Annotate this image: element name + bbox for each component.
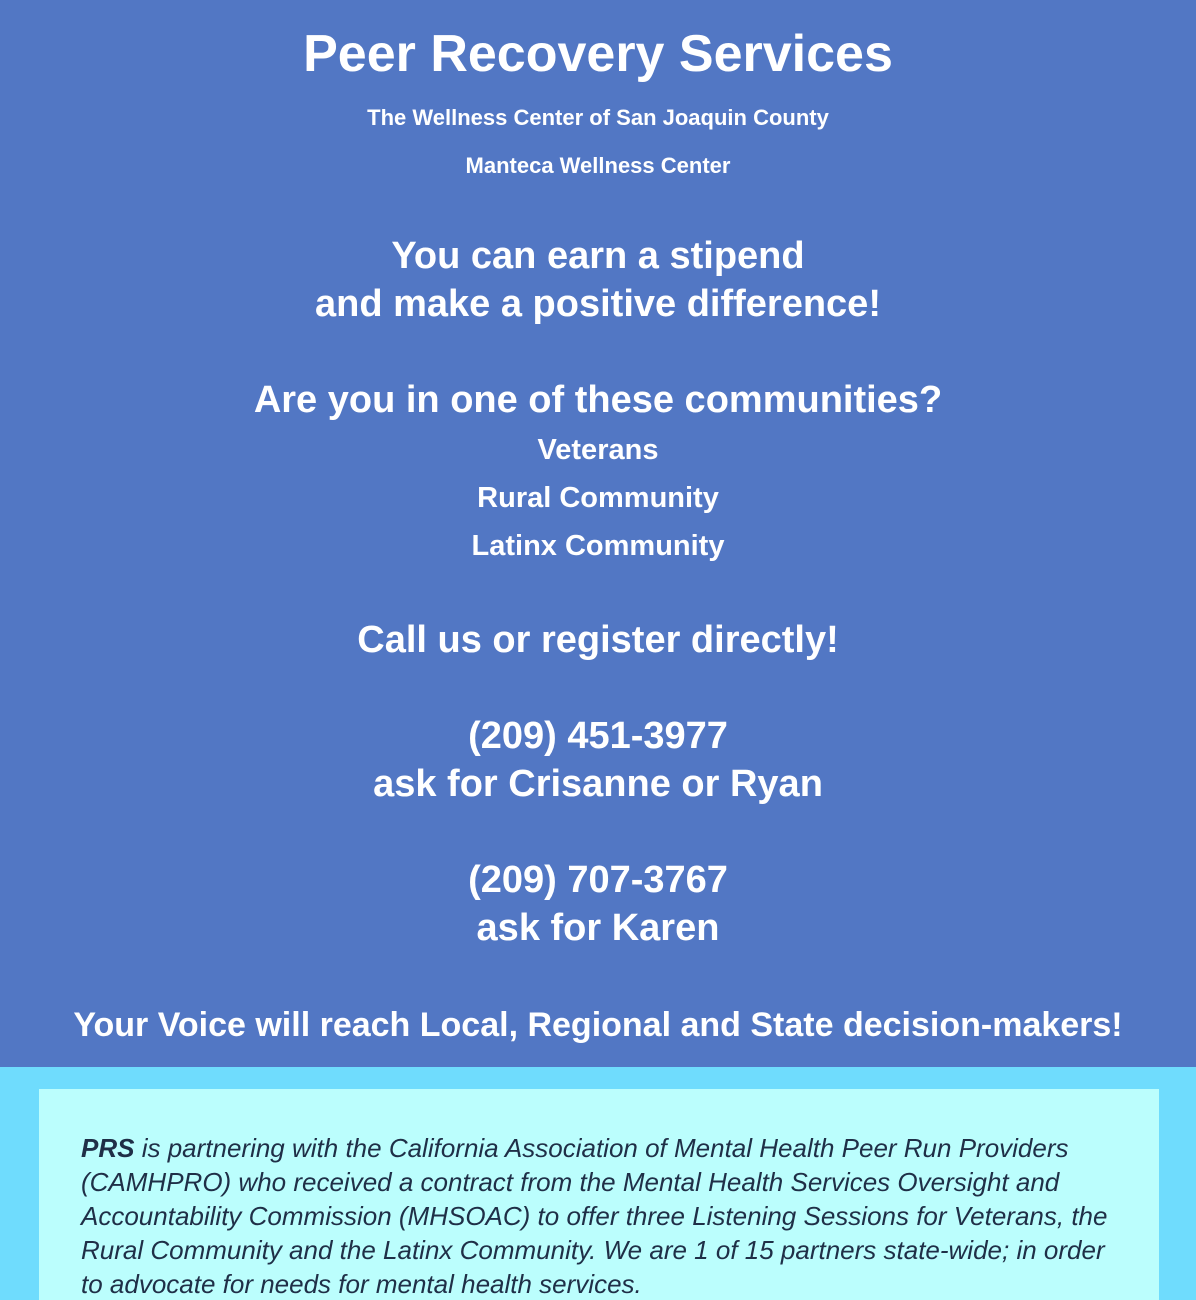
community-item-rural: Rural Community xyxy=(477,482,719,514)
center-name: Manteca Wellness Center xyxy=(465,153,731,178)
phone-number-2[interactable]: (209) 707-3767 xyxy=(468,859,728,901)
info-paragraph xyxy=(81,1131,1121,1300)
page-title: Peer Recovery Services xyxy=(303,25,893,83)
communities-question: Are you in one of these communities? xyxy=(253,379,943,421)
org-name: The Wellness Center of San Joaquin County xyxy=(367,105,829,130)
stipend-line-1: You can earn a stipend xyxy=(391,235,805,277)
info-box xyxy=(39,1089,1159,1300)
community-item-veterans: Veterans xyxy=(537,434,659,466)
community-item-latinx: Latinx Community xyxy=(471,530,725,562)
phone-number-1[interactable]: (209) 451-3977 xyxy=(468,715,728,757)
stipend-line-2: and make a positive difference! xyxy=(315,283,881,325)
call-to-action: Call us or register directly! xyxy=(357,619,839,661)
prs-abbreviation: PRS xyxy=(81,1133,135,1163)
contact-person-1: ask for Crisanne or Ryan xyxy=(373,763,823,805)
info-body: is partnering with the California Association of Mental Health Peer Run Providers (CAMHPRO) who received a contract from the Mental Health Services Oversight and Accountability Commission (MHSOAC) to offer three Listening Sessions for Veterans, the Rural Community and the Latinx Community. We are 1 of 15 partners state-wide; in order to advocate for needs for mental health services. xyxy=(81,1133,1108,1299)
contact-person-2: ask for Karen xyxy=(476,907,720,949)
voice-statement: Your Voice will reach Local, Regional and State decision-makers! xyxy=(73,1006,1123,1044)
